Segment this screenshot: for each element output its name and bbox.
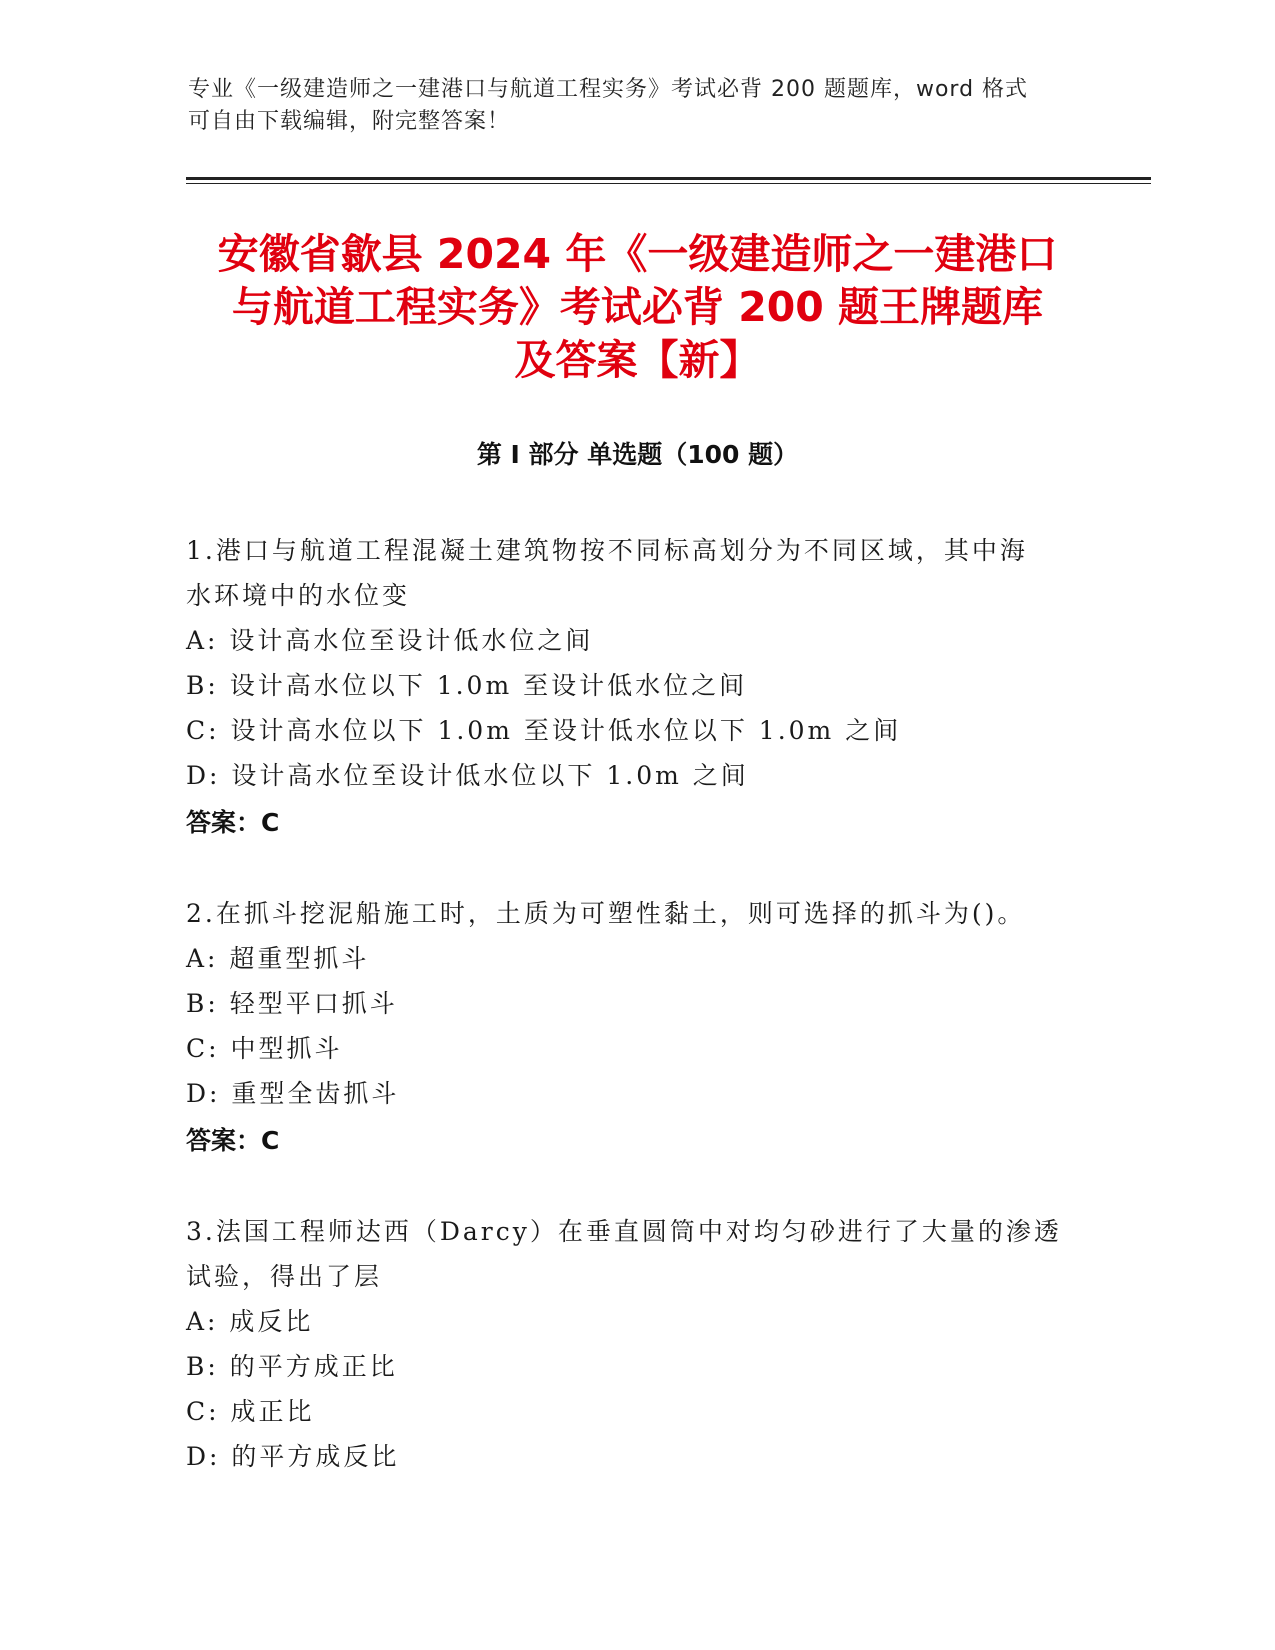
option-b: B: 轻型平口抓斗 (186, 989, 398, 1018)
answer-label: 答案：C (186, 1126, 280, 1155)
question-stem (186, 528, 1086, 618)
question-stem (186, 891, 1086, 936)
question-stem-line: 试验，得出了层 (186, 1262, 383, 1291)
question-stem-line: 水环境中的水位变 (186, 581, 411, 610)
option-d: D: 重型全齿抓斗 (186, 1079, 400, 1108)
question-item (186, 528, 1086, 845)
option-a: A: 设计高水位至设计低水位之间 (186, 626, 594, 655)
header-divider-thin (186, 183, 1151, 184)
option-c: C: 设计高水位以下 1.0m 至设计低水位以下 1.0m 之间 (186, 716, 902, 745)
question-list (186, 528, 1086, 1525)
header-note (188, 74, 1078, 138)
option-a: A: 成反比 (186, 1307, 314, 1336)
option-a: A: 超重型抓斗 (186, 944, 370, 973)
option-c: C: 成正比 (186, 1397, 315, 1426)
option-b: B: 的平方成正比 (186, 1352, 398, 1381)
section-title: 第 I 部分 单选题（100 题） (476, 440, 799, 469)
question-stem-line: 3.法国工程师达西（Darcy）在垂直圆筒中对均匀砂进行了大量的渗透 (186, 1217, 1062, 1246)
question-item (186, 1209, 1086, 1479)
document-title-line-3: 及答案【新】 (514, 336, 761, 384)
option-d: D: 设计高水位至设计低水位以下 1.0m 之间 (186, 761, 749, 790)
option-c: C: 中型抓斗 (186, 1034, 343, 1063)
document-title (150, 228, 1125, 387)
header-divider-thick (186, 177, 1151, 180)
option-d: D: 的平方成反比 (186, 1442, 400, 1471)
document-title-line-1: 安徽省歙县 2024 年《一级建造师之一建港口 (217, 230, 1058, 278)
question-stem-line: 2.在抓斗挖泥船施工时，土质为可塑性黏土，则可选择的抓斗为()。 (186, 899, 1026, 928)
question-stem-line: 1.港口与航道工程混凝土建筑物按不同标高划分为不同区域，其中海 (186, 536, 1028, 565)
question-stem (186, 1209, 1086, 1299)
header-note-line-2: 可自由下载编辑，附完整答案！ (188, 109, 511, 134)
question-item (186, 891, 1086, 1163)
answer-label: 答案：C (186, 808, 280, 837)
option-b: B: 设计高水位以下 1.0m 至设计低水位之间 (186, 671, 748, 700)
document-title-line-2: 与航道工程实务》考试必背 200 题王牌题库 (231, 283, 1044, 331)
header-note-line-1: 专业《一级建造师之一建港口与航道工程实务》考试必背 200 题题库，word 格式 (188, 77, 1029, 102)
